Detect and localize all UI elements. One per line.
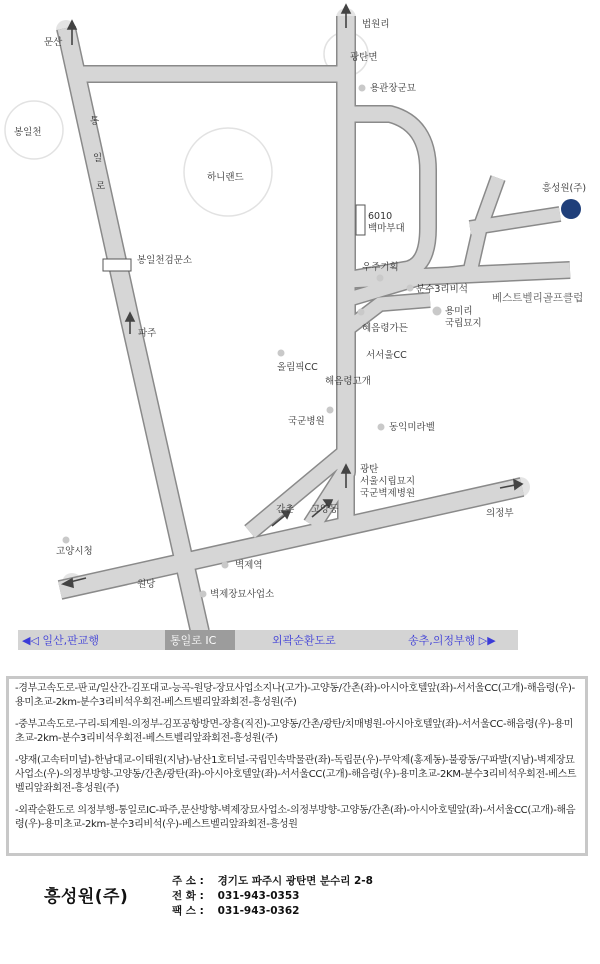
phone-label: 전 화 : <box>172 890 204 902</box>
phone-value: 031-943-0353 <box>217 890 300 902</box>
label-ujugi: 우주기획 <box>362 262 399 273</box>
phone-row <box>172 889 373 904</box>
label-tongil-2: 일 <box>93 153 103 164</box>
label-gwangtan: 광탄 <box>360 464 379 475</box>
label-6010: 6010 <box>368 211 393 222</box>
address-label: 주 소 : <box>172 875 204 887</box>
arrow-up-icon <box>342 5 350 13</box>
label-inspection: 봉일천검문소 <box>137 255 193 266</box>
label-bongilcheon: 봉일천 <box>14 127 42 138</box>
label-haeeum-garden: 혜음령가든 <box>362 323 408 334</box>
label-tongil-1: 통 <box>90 116 100 127</box>
label-baekma: 백마부대 <box>368 223 405 234</box>
address-value: 경기도 파주시 광탄면 분수리 2-8 <box>217 875 373 887</box>
label-haniland: 하니랜드 <box>207 172 244 183</box>
label-byeokje-office: 벽제장묘사업소 <box>210 589 275 600</box>
label-byeokje-station: 벽제역 <box>235 560 263 571</box>
label-olympic-cc: 올림픽CC <box>277 362 318 373</box>
label-dongik: 동익미라벨 <box>389 422 435 433</box>
label-yongmiri: 용미리 <box>445 306 473 317</box>
label-seoseoul-cc: 서서울CC <box>366 350 407 361</box>
label-beobwonri: 법원리 <box>362 19 390 30</box>
direction-item: -중부고속도로-구리-퇴계원-의정부-김포공항방면-장흥(직진)-고양동/간촌/광탄/치매병원-아시아호텔앞(좌)-서서울CC-해음령(우)-용미초교-2km-분수3리비석우회전-베스트벨리앞좌회전-흥성원(주) <box>15 719 573 744</box>
direction-item: -경부고속도로-판교/일산간-김포대교-능곡-원당-장묘사업소지나(고가)-고양동/간촌(좌)-아시아호텔앞(좌)-서서울CC(고개)-해음령(우)-용미초교-2km-분수3리비석우회전-베스트벨리앞좌회전-흥성원(주) <box>15 683 575 708</box>
label-yonggwan: 용관장군묘 <box>370 83 416 94</box>
inspection-box <box>103 259 131 271</box>
direction-item: -양재(고속터미널)-한남대교-이태원(지남)-남산1호터널-국립민속박물관(좌)-독립문(우)-무악제(홍제동)-불광동/구파발(지남)-벽제장묘사업소(우)-의정부방향-고양동/간촌/광탄(좌)-아시아호텔앞(좌)-서서울CC(고개)-해음령(우)-용미초교-2KM-분수3리비석우회전-베스트벨리앞좌회전-흥성원(주) <box>15 755 577 794</box>
label-paju: 파주 <box>138 328 157 339</box>
label-wondang: 원당 <box>137 579 156 590</box>
label-seoul-cemetery: 서울시립묘지 <box>360 476 416 487</box>
label-heungsung: 흥성원(주) <box>542 183 587 194</box>
expressway-right: 송추,의정부행 ▷▶ <box>408 634 496 647</box>
direction-item: -외곽순환도로 의정부행-통일로IC-파주,문산방향-벽제장묘사업소-의정부방향-고양동/간촌(좌)-아시아호텔앞(좌)-서서울CC(고개)-해음령(우)-용미초교-2km-분수3리비석(우)-베스트벨리앞좌회전-흥성원 <box>15 805 576 830</box>
label-best-valley: 베스트벨리골프클럽 <box>492 292 584 304</box>
label-haeeum-pass: 해음령고개 <box>325 376 371 387</box>
bus-6010-box <box>356 205 365 235</box>
fax-label: 팩 스 : <box>172 905 204 917</box>
expressway-ic: 통일로 IC <box>170 634 217 647</box>
label-tongil-3: 로 <box>96 181 106 192</box>
address-row <box>172 874 373 889</box>
label-army-hospital: 국군병원 <box>288 416 325 427</box>
label-byeokje-hospital: 국군벽제병원 <box>360 488 416 499</box>
label-munsan: 문산 <box>44 37 63 48</box>
expressway-left: ◀◁ 일산,판교행 <box>22 634 100 647</box>
label-gwangtanmyeon: 광탄면 <box>350 52 378 63</box>
label-bunsu3ri: 분수3리비석 <box>416 284 468 295</box>
destination-marker-icon <box>561 199 581 219</box>
contact-info <box>172 874 373 919</box>
label-goyangdong: 고양동 <box>311 504 339 515</box>
fax-value: 031-943-0362 <box>217 905 300 917</box>
company-name: 흥성원(주) <box>44 887 129 907</box>
road-fills <box>60 16 570 632</box>
label-goyang-city: 고양시청 <box>56 546 93 557</box>
label-cemetery: 국립묘지 <box>445 318 482 329</box>
fax-row <box>172 904 373 919</box>
label-ganchon: 간촌 <box>276 504 295 515</box>
directions-panel <box>6 676 588 856</box>
label-uijeongbu: 의정부 <box>486 508 514 519</box>
expressway-name: 외곽순환도로 <box>272 634 336 647</box>
